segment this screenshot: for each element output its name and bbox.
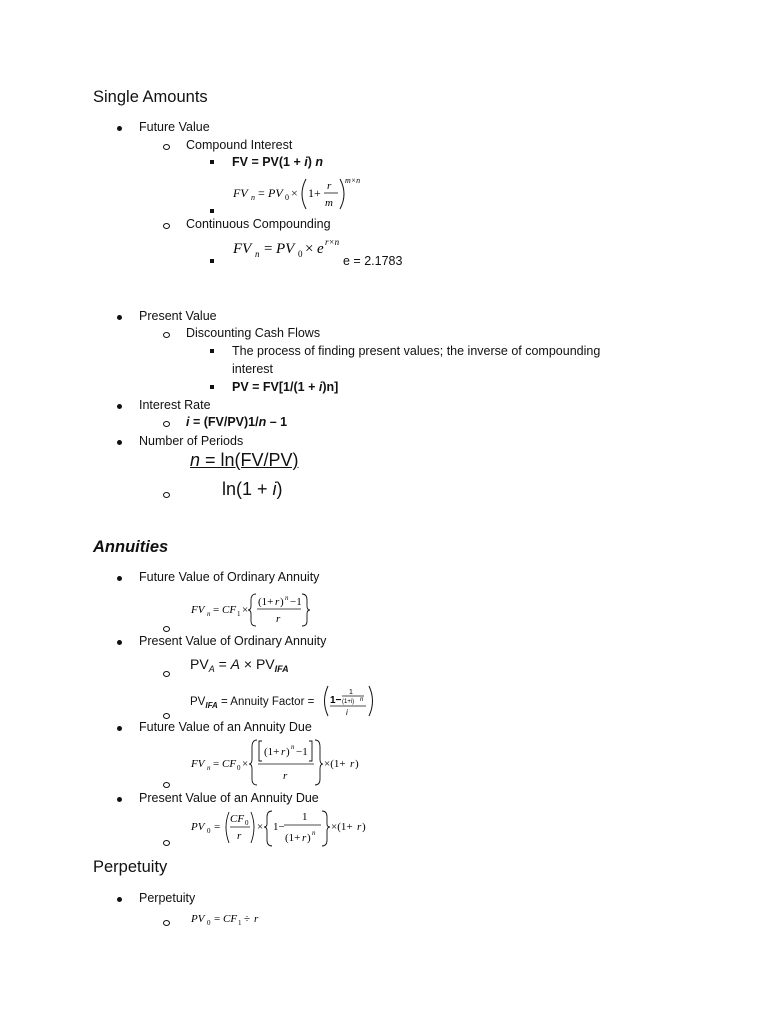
bullet (210, 385, 214, 389)
svg-text:0: 0 (207, 827, 211, 835)
svg-text:r: r (276, 613, 281, 625)
pvifa-label: $PV_{IFA}$ = Annuity Factor = (190, 696, 315, 710)
bullet (163, 223, 170, 229)
svg-text:0: 0 (207, 919, 211, 927)
item-pv-annuity-due: Present Value of an Annuity Due (139, 791, 319, 805)
bullet (210, 209, 214, 213)
pv-annuity-due-formula (188, 808, 368, 850)
process-text-line1: The process of finding present values; the inverse of compounding (232, 344, 601, 358)
svg-text:÷: ÷ (244, 913, 251, 925)
svg-text:r: r (350, 758, 355, 770)
item-perpetuity: Perpetuity (139, 891, 196, 905)
bullet (163, 144, 170, 150)
fv-ordinary-annuity-formula (188, 590, 313, 630)
fv-formula-label: FV = PV(1 + i) n (232, 155, 324, 169)
item-pv-ordinary-annuity: Present Value of Ordinary Annuity (139, 634, 327, 648)
bullet (163, 920, 170, 926)
svg-text:r×n: r×n (325, 237, 340, 247)
bullet (163, 713, 170, 719)
svg-text:PV: PV (191, 821, 205, 833)
section-heading-single-amounts: Single Amounts (93, 88, 208, 106)
fv-formula-text (232, 155, 323, 169)
item-continuous-compounding: Continuous Compounding (186, 217, 331, 231)
bullet (117, 576, 122, 581)
svg-text:(1+i): (1+i) (342, 699, 355, 705)
bullet (117, 797, 122, 802)
svg-text:n: n (360, 697, 364, 703)
svg-text:n: n (291, 743, 295, 751)
svg-text:r: r (283, 770, 288, 782)
svg-text:×(1+: ×(1+ (324, 758, 346, 770)
svg-text:PV: PV (268, 186, 283, 200)
svg-text:(1+: (1+ (264, 746, 280, 758)
svg-text:CF: CF (222, 758, 237, 770)
svg-text:i: i (346, 708, 348, 717)
bullet (117, 126, 122, 131)
svg-text:0: 0 (245, 819, 249, 827)
svg-text:(1+: (1+ (258, 596, 274, 608)
svg-text:CF: CF (222, 604, 237, 616)
svg-text:r: r (254, 913, 259, 925)
section-heading-perpetuity: Perpetuity (93, 858, 168, 876)
svg-text:m: m (325, 197, 333, 209)
bullet (210, 259, 214, 263)
bullet (163, 671, 170, 677)
svg-text:): ) (280, 596, 284, 608)
svg-text:CF: CF (230, 813, 245, 825)
svg-text:n: n (207, 610, 211, 618)
bullet (163, 782, 170, 788)
svg-text:): ) (362, 821, 366, 833)
bullet (163, 626, 170, 632)
svg-text:1−: 1− (330, 695, 342, 706)
svg-text:m×n: m×n (345, 176, 361, 185)
svg-text:FV: FV (191, 758, 205, 770)
interest-formula-text: i = (FV/PV)1/n – 1 (186, 415, 288, 429)
item-fv-ordinary-annuity: Future Value of Ordinary Annuity (139, 570, 320, 584)
svg-text:n: n (312, 829, 316, 837)
svg-text:n: n (251, 193, 255, 202)
svg-text:PV: PV (191, 913, 205, 925)
svg-text:n: n (255, 249, 260, 259)
bullet (117, 315, 122, 320)
svg-text:0: 0 (298, 249, 303, 259)
perpetuity-formula (188, 907, 268, 929)
svg-text:1: 1 (237, 610, 241, 618)
svg-text:×(1+: ×(1+ (331, 821, 353, 833)
svg-text:=: = (214, 913, 221, 925)
e-value-text: e = 2.1783 (343, 254, 403, 268)
svg-text:r: r (327, 180, 332, 192)
pv-formula-text: PV = FV[1/(1 + i)n] (232, 380, 339, 394)
fv-continuous-formula (230, 235, 350, 263)
item-present-value: Present Value (139, 309, 217, 323)
svg-text:×: × (242, 604, 249, 616)
svg-text:): ) (286, 746, 290, 758)
pva-formula: $PV_A = A \times PV_{IFA}$ (190, 656, 289, 674)
svg-text:): ) (307, 832, 311, 844)
svg-text:r: r (281, 746, 286, 758)
svg-text:0: 0 (237, 764, 241, 772)
svg-text:1: 1 (238, 919, 242, 927)
svg-text:PV: PV (276, 241, 295, 257)
svg-text:=: = (213, 604, 220, 616)
svg-text:1−: 1− (273, 821, 285, 833)
svg-text:n: n (207, 764, 211, 772)
item-future-value: Future Value (139, 120, 210, 134)
bullet (163, 421, 170, 427)
svg-text:=: = (214, 821, 221, 833)
bullet (210, 349, 214, 353)
svg-text:r: r (275, 596, 280, 608)
bullet (163, 840, 170, 846)
bullet (210, 160, 214, 164)
svg-text:×: × (242, 758, 249, 770)
svg-text:): ) (355, 758, 359, 770)
svg-text:−1: −1 (290, 596, 302, 608)
svg-text:−1: −1 (296, 746, 308, 758)
svg-text:×: × (291, 186, 298, 200)
svg-text:×: × (257, 821, 264, 833)
svg-text:FV: FV (191, 604, 205, 616)
n-formula-bottom: ln(1 + i) (222, 479, 283, 499)
annuity-factor-formula (320, 684, 380, 718)
bullet (117, 897, 122, 902)
item-compound-interest: Compound Interest (186, 138, 293, 152)
n-formula-top: n = ln(FV/PV) (190, 450, 299, 470)
svg-text:1+: 1+ (308, 186, 321, 200)
bullet (117, 440, 122, 445)
svg-text:=: = (213, 758, 220, 770)
item-number-of-periods: Number of Periods (139, 434, 244, 448)
svg-text:1: 1 (302, 811, 308, 823)
svg-text:r: r (237, 830, 242, 842)
bullet (117, 726, 122, 731)
svg-text:=: = (264, 241, 273, 257)
svg-text:FV: FV (233, 186, 248, 200)
bullet (117, 404, 122, 409)
item-interest-rate: Interest Rate (139, 398, 211, 412)
item-fv-annuity-due: Future Value of an Annuity Due (139, 720, 312, 734)
svg-text:e: e (317, 241, 324, 257)
section-heading-annuities: Annuities (93, 538, 169, 556)
fv-compound-formula (230, 173, 370, 215)
bullet (163, 332, 170, 338)
svg-text:r: r (302, 832, 307, 844)
item-discounting-cash-flows: Discounting Cash Flows (186, 326, 321, 340)
svg-text:FV: FV (233, 241, 252, 257)
svg-text:1: 1 (349, 689, 353, 696)
svg-text:0: 0 (285, 193, 289, 202)
bullet (163, 492, 170, 498)
svg-text:=: = (258, 186, 265, 200)
svg-text:n: n (285, 594, 289, 602)
svg-text:CF: CF (223, 913, 238, 925)
process-text-line2: interest (232, 362, 273, 376)
fv-annuity-due-formula (188, 737, 368, 787)
svg-text:(1+: (1+ (285, 832, 301, 844)
svg-text:r: r (357, 821, 362, 833)
bullet (117, 640, 122, 645)
svg-text:×: × (305, 241, 314, 257)
